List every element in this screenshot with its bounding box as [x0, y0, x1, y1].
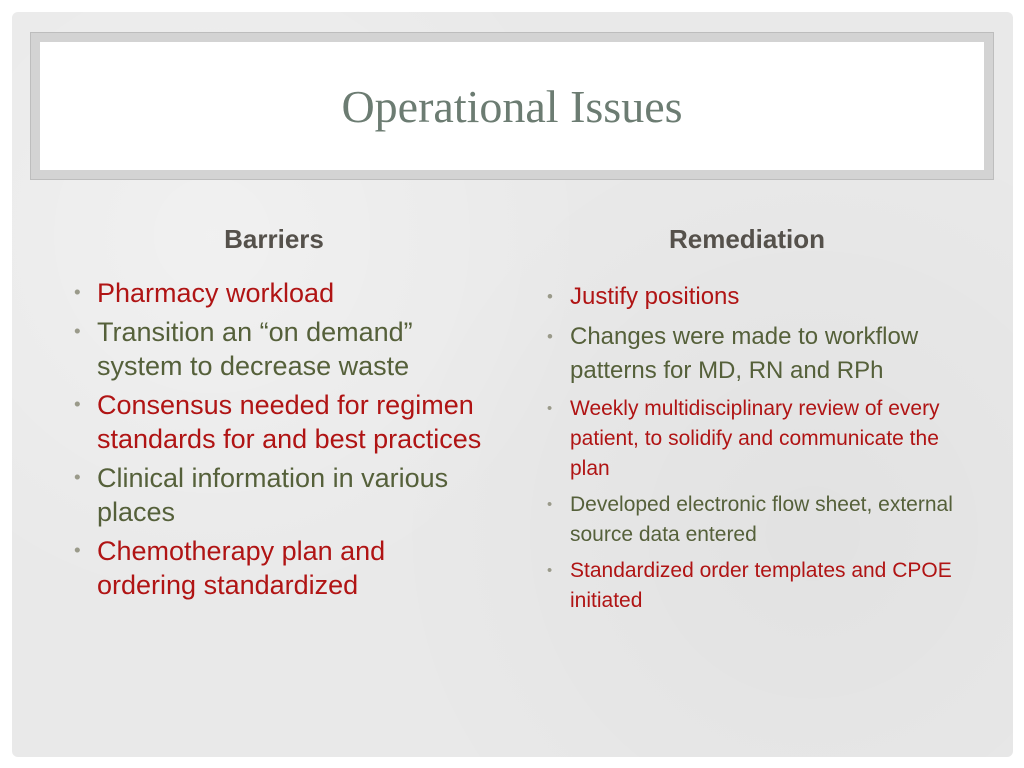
remediation-item [545, 490, 965, 550]
remediation-list [545, 280, 965, 622]
barrier-item [72, 534, 482, 602]
barrier-item-text: Pharmacy workload [97, 278, 335, 308]
remediation-heading: Remediation [668, 224, 826, 254]
remediation-item [545, 556, 965, 616]
remediation-item-text: Changes were made to workflow patterns for MD, RN and RPh [570, 323, 919, 384]
remediation-item-text: Justify positions [570, 283, 740, 310]
bullet-dot-icon: • [547, 497, 553, 513]
barriers-list [72, 276, 482, 607]
bullet-dot-icon: • [74, 394, 81, 415]
title-frame [30, 32, 994, 180]
barrier-item [72, 276, 482, 310]
bullet-dot-icon: • [547, 401, 553, 417]
bullet-dot-icon: • [74, 321, 81, 342]
barrier-item-text: Chemotherapy plan and ordering standardized [97, 536, 386, 600]
barrier-item [72, 388, 482, 456]
remediation-item-text: Developed electronic flow sheet, external source data entered [570, 493, 953, 546]
barriers-heading: Barriers [224, 224, 324, 254]
bullet-dot-icon: • [547, 327, 553, 346]
barrier-item [72, 315, 482, 383]
remediation-item [545, 320, 965, 388]
slide [12, 12, 1013, 757]
remediation-item [545, 280, 965, 314]
bullet-dot-icon: • [547, 287, 553, 306]
barrier-item-text: Transition an “on demand” system to decrease waste [97, 317, 413, 381]
remediation-item [545, 394, 965, 484]
remediation-item-text: Standardized order templates and CPOE initiated [570, 559, 952, 612]
barrier-item-text: Consensus needed for regimen standards for and best practices [97, 390, 482, 454]
bullet-dot-icon: • [547, 563, 553, 579]
bullet-dot-icon: • [74, 540, 81, 561]
slide-title: Operational Issues [341, 80, 683, 132]
bullet-dot-icon: • [74, 282, 81, 303]
barrier-item [72, 461, 482, 529]
barrier-item-text: Clinical information in various places [97, 463, 449, 527]
remediation-item-text: Weekly multidisciplinary review of every patient, to solidify and communicate the plan [570, 397, 940, 480]
bullet-dot-icon: • [74, 467, 81, 488]
title-box [40, 42, 984, 170]
